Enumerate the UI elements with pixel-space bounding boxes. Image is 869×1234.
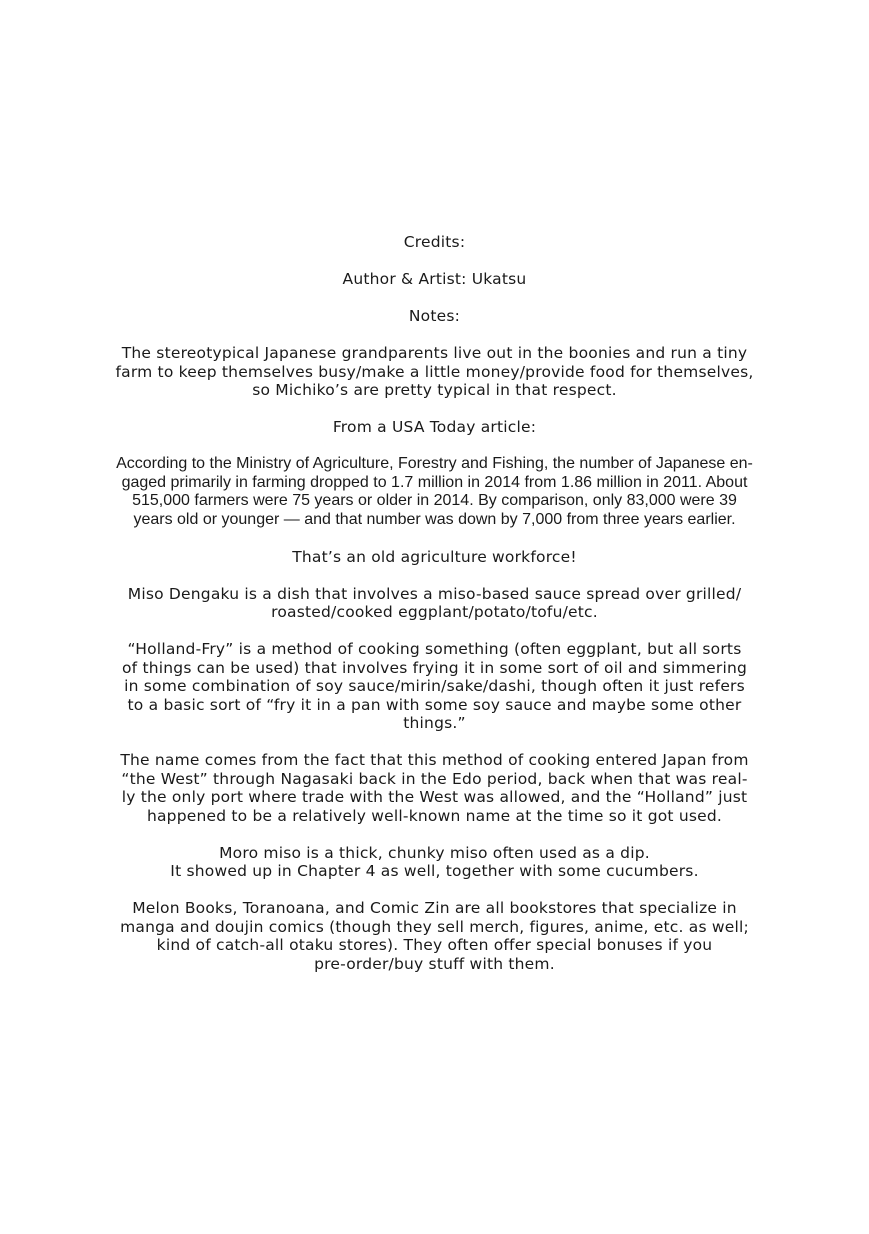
author-credit: Author & Artist: Ukatsu [342,270,527,288]
text-line: farm to keep themselves busy/make a little money/provide food for themselves, [115,362,754,381]
quote-line: According to the Ministry of Agriculture, Forestry and Fishing, the number of Japanese en- [116,455,753,472]
moro-miso-paragraph [60,844,809,881]
text-line: “the West” through Nagasaki back in the Edo period, back when that was real- [121,769,748,788]
usa-today-quote [60,455,809,529]
holland-fry-paragraph [60,640,809,733]
text-line: of things can be used) that involves frying it in some sort of oil and simmering [121,658,748,677]
usa-today-intro: From a USA Today article: [332,418,537,436]
miso-dengaku-paragraph [60,585,809,622]
text-line: ly the only port where trade with the West was allowed, and the “Holland” just [121,788,748,806]
credits-heading: Credits: [403,233,466,251]
name-origin-paragraph [60,751,809,825]
bookstores-paragraph [60,899,809,973]
text-line: to a basic sort of “fry it in a pan with some soy sauce and maybe some other [127,695,742,714]
grandparents-paragraph [60,344,809,400]
text-line: “Holland-Fry” is a method of cooking something (often eggplant, but all sorts [127,640,742,658]
notes-heading: Notes: [408,307,461,325]
text-line: so Michiko’s are pretty typical in that respect. [252,381,617,399]
text-line: Melon Books, Toranoana, and Comic Zin are all bookstores that specialize in [132,899,737,917]
notes-content [60,233,809,992]
quote-line: 515,000 farmers were 75 years or older in 2014. By comparison, only 83,000 were 39 [132,492,737,509]
text-line: The stereotypical Japanese grandparents live out in the boonies and run a tiny [121,344,748,362]
text-line: roasted/cooked eggplant/potato/tofu/etc. [271,603,598,621]
text-line: manga and doujin comics (though they sell merch, figures, anime, etc. as well; [120,917,749,936]
text-line: in some combination of soy sauce/mirin/sake/dashi, though often it just refers [124,677,745,695]
text-line: things.” [403,714,466,732]
text-line: pre-order/buy stuff with them. [314,954,555,973]
quote-line: gaged primarily in farming dropped to 1.7 million in 2014 from 1.86 million in 2011. About [121,473,748,491]
text-line: Miso Dengaku is a dish that involves a miso-based sauce spread over grilled/ [127,584,742,603]
workforce-remark: That’s an old agriculture workforce! [292,547,577,566]
text-line: The name comes from the fact that this method of cooking entered Japan from [120,751,749,769]
text-line: happened to be a relatively well-known name at the time so it got used. [146,806,723,825]
quote-line: years old or younger — and that number was down by 7,000 from three years earlier. [133,510,736,528]
text-line: kind of catch-all otaku stores). They often offer special bonuses if you [156,936,713,954]
text-line: Moro miso is a thick, chunky miso often used as a dip. [219,843,650,862]
text-line: It showed up in Chapter 4 as well, together with some cucumbers. [170,862,699,880]
